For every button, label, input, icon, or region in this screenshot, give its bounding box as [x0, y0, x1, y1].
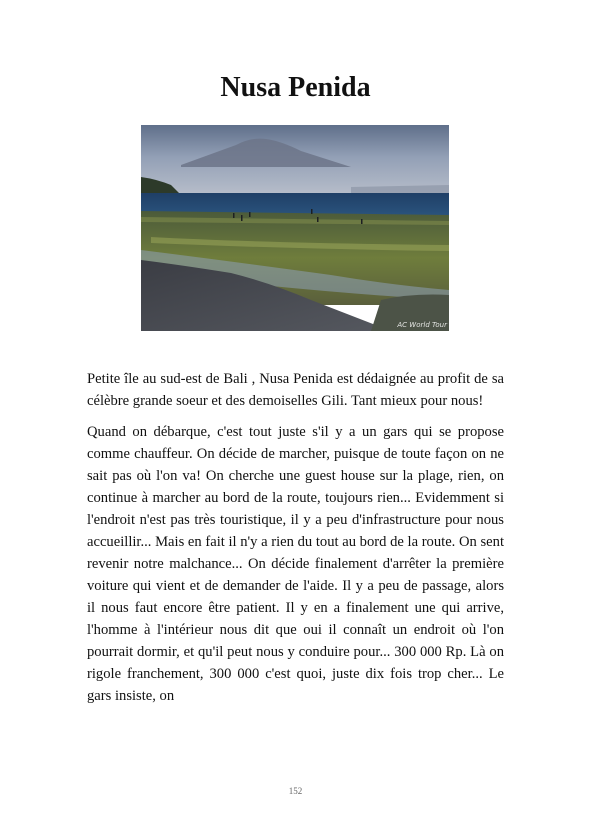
photo-watermark: AC World Tour [397, 321, 447, 329]
paragraph-2: Quand on débarque, c'est tout juste s'il y a un gars qui se propose comme chauffeur. On décide de marcher, puisque de toute façon on ne sait pas où l'on va! On cherche une guest house sur la plage, rien, on continue à marcher au bord de la route, toujours rien... Evidemment si l'endroit n'est pas très touristique, il y a peu d'infrastructure pour nous accueillir... Mais en fait il n'y a rien du tout au bord de la route. On sent revenir notre malchance... On décide finalement d'arrêter la première voiture qui vient et de demander de l'aide. Il y a peu de passage, alors il nous faut encore être patient. Il y en a finalement une qui arrive, l'homme à l'intérieur nous dit que oui il connaît un endroit où l'on pourrait dormir, et qu'il peut nous y conduire pour... 300 000 Rp. Là on rigole franchement, 300 000 c'est quoi, juste dix fois trop cher... Le gars insiste, on [87, 424, 504, 704]
article-body [87, 368, 504, 716]
landscape-photo [141, 125, 449, 331]
paragraph-1: Petite île au sud-est de Bali , Nusa Penida est dédaignée au profit de sa célèbre grande soeur et des demoiselles Gili. Tant mieux pour nous! [87, 371, 504, 409]
page-number: 152 [288, 786, 303, 796]
photo-graphic [141, 125, 449, 331]
page-title: Nusa Penida [220, 72, 371, 103]
